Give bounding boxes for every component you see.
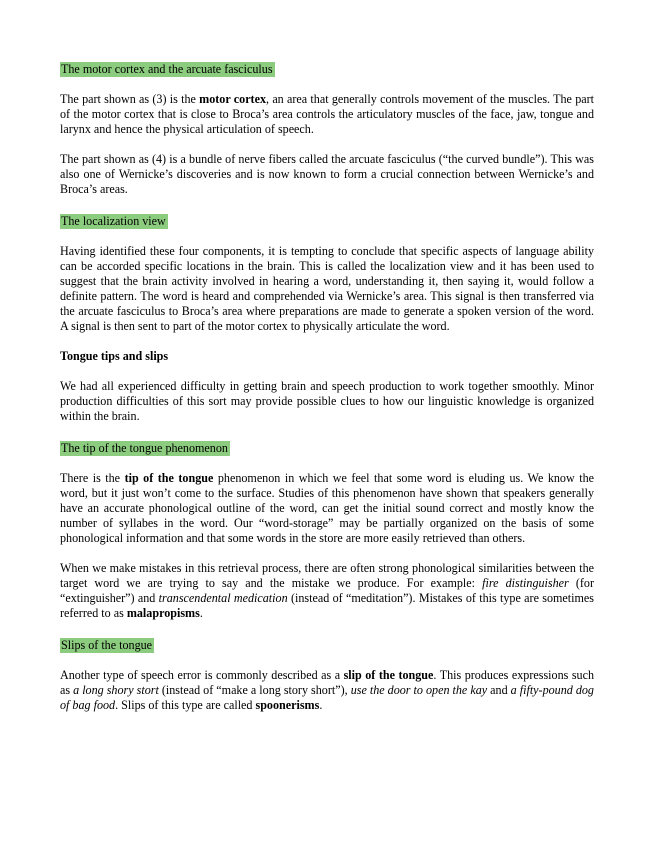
text-run: phenomenon in which we feel that some word is eluding us. We know the word, but it just won’t come to the surface. Studies of this phenomenon have shown that speakers generally have an accurate phonological outline of the word, can get the initial sound correct and mostly know the number of syllabes in the word. Our “word-storage” may be partially organized on the basis of some phonological information and that some words in the store are more easily retrieved than others.: [60, 471, 594, 545]
text-run: The part shown as (3) is the: [60, 92, 200, 106]
text-run: .: [319, 698, 323, 712]
paragraph-tip-of-tongue: [60, 471, 594, 546]
italic-example: use the door to open the kay: [350, 683, 488, 697]
text-run: When we make mistakes in this retrieval process, there are often strong phonological similarities between the target word we are trying to say and the mistake we produce. For example:: [60, 561, 594, 590]
italic-example: transcendental medication: [158, 591, 288, 605]
text-run: .: [199, 606, 203, 620]
italic-example: a fifty-pound dog of bag food: [60, 683, 594, 712]
section-heading-tip-phenomenon: [60, 439, 594, 456]
italic-example: a long shory stort: [73, 683, 159, 697]
paragraph-malapropisms: [60, 561, 594, 621]
section-heading-tongue-tips: Tongue tips and slips: [60, 349, 169, 363]
text-run: There is the: [60, 471, 125, 485]
paragraph-motor-cortex: [60, 92, 594, 137]
bold-term-tip-of-tongue: tip of the tongue: [124, 471, 214, 485]
highlighted-heading: The localization view: [61, 214, 166, 228]
bold-term-slip-of-tongue: slip of the tongue: [343, 668, 434, 682]
paragraph-localization: Having identified these four components, it is tempting to conclude that specific aspects of language ability can be accorded specific locations in the brain. This is called the localization view and it has been used to suggest that the brain activity involved in hearing a word, understanding it, then saying it, would follow a definite pattern. The word is heard and comprehended via Wernicke’s area. This signal is then transferred via the arcuate fasciculus to Broca’s area where preparations are made to generate a spoken version of the word. A signal is then sent to part of the motor cortex to physically articulate the word.: [60, 244, 594, 333]
bold-term-malapropisms: malapropisms: [126, 606, 200, 620]
text-run: . Slips of this type are called: [115, 698, 256, 712]
paragraph-arcuate-fasciculus: The part shown as (4) is a bundle of nerve fibers called the arcuate fasciculus (“the curved bundle”). This was also one of Wernicke’s discoveries and is now known to form a crucial connection between Wernicke’s and Broca’s areas.: [60, 152, 594, 196]
text-run: and: [487, 683, 511, 697]
bold-term-motor-cortex: motor cortex: [199, 92, 267, 106]
paragraph-slips: [60, 668, 594, 713]
text-run: (instead of “meditation”). Mistakes of this type are sometimes referred to as: [60, 591, 594, 620]
text-run: . This produces expressions such as: [60, 668, 594, 697]
text-run: (instead of “make a long story short”),: [158, 683, 351, 697]
section-heading-slips: [60, 636, 594, 653]
text-run: Another type of speech error is commonly described as a: [60, 668, 344, 682]
highlighted-heading: The motor cortex and the arcuate fasciculus: [61, 62, 273, 76]
paragraph-tongue-tips: We had all experienced difficulty in getting brain and speech production to work together smoothly. Minor production difficulties of this sort may provide possible clues to how our linguistic knowledge is organized within the brain.: [60, 379, 594, 423]
text-run: (for “extinguisher”) and: [60, 576, 594, 605]
highlighted-heading: Slips of the tongue: [61, 638, 153, 652]
highlighted-heading: The tip of the tongue phenomenon: [61, 441, 228, 455]
text-run: , an area that generally controls movement of the muscles. The part of the motor cortex that is close to Broca’s area controls the articulatory muscles of the face, jaw, tongue and larynx and hence the physical articulation of speech.: [60, 92, 595, 136]
section-heading-localization: [60, 212, 594, 229]
bold-term-spoonerisms: spoonerisms: [255, 698, 320, 712]
italic-example: fire distinguisher: [482, 576, 569, 590]
section-heading-motor: [60, 60, 594, 77]
